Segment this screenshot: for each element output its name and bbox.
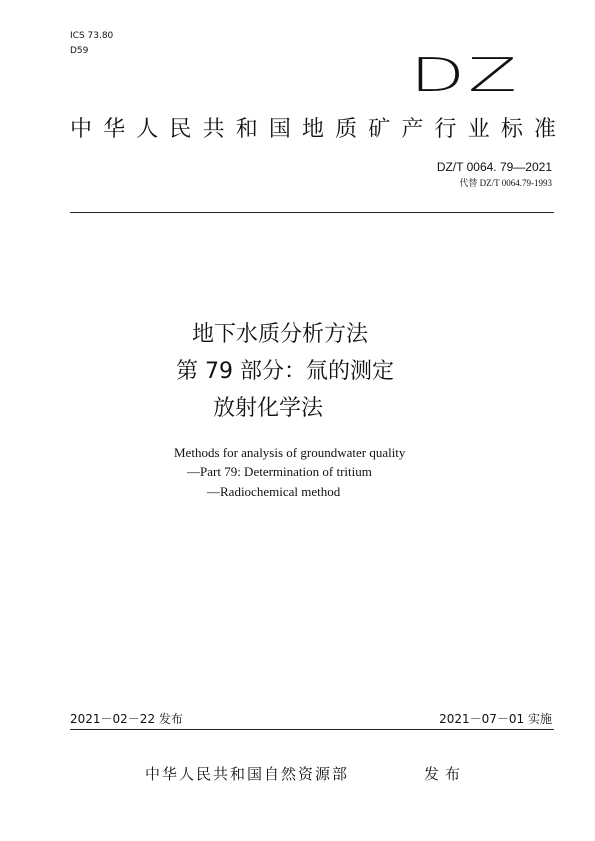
issue-action: 发布 (424, 765, 467, 783)
ccs-code: D59 (70, 46, 89, 56)
title-zh-line-2: 第 79 部分：氚的测定 (176, 359, 394, 384)
standard-category-title (70, 116, 556, 144)
title-char: 地 (301, 117, 324, 142)
replaces-note: 代替 DZ/T 0064.79-1993 (459, 178, 552, 188)
title-zh-line-1: 地下水质分析方法 (192, 322, 369, 347)
title-en-line-3: —Radiochemical method (207, 484, 341, 499)
title-char: 中 (70, 117, 93, 142)
title-char: 业 (467, 117, 490, 142)
implement-date: 2021－07－01 实施 (439, 712, 552, 726)
title-char: 国 (268, 117, 291, 142)
title-char: 准 (533, 117, 556, 142)
title-zh-line-3: 放射化学法 (213, 396, 324, 421)
title-char: 标 (500, 117, 523, 142)
title-char: 民 (169, 117, 192, 142)
title-char: 共 (202, 117, 225, 142)
title-char: 产 (401, 117, 424, 142)
title-en-line-1: Methods for analysis of groundwater quality (174, 445, 406, 460)
title-en-line-2: —Part 79: Determination of tritium (187, 464, 372, 479)
title-char: 行 (434, 117, 457, 142)
title-char: 矿 (368, 117, 391, 142)
title-char: 质 (335, 117, 358, 142)
title-char: 人 (136, 117, 159, 142)
publish-date: 2021－02－22 发布 (70, 712, 183, 726)
issuing-authority: 中华人民共和国自然资源部 (145, 765, 350, 783)
top-divider (70, 212, 554, 213)
title-char: 和 (235, 117, 258, 142)
bottom-divider (70, 729, 554, 730)
standard-number: DZ/T 0064. 79—2021 (436, 160, 552, 174)
dz-logo: DZ (410, 48, 520, 102)
ics-code: ICS 73.80 (70, 31, 114, 41)
title-char: 华 (103, 117, 126, 142)
